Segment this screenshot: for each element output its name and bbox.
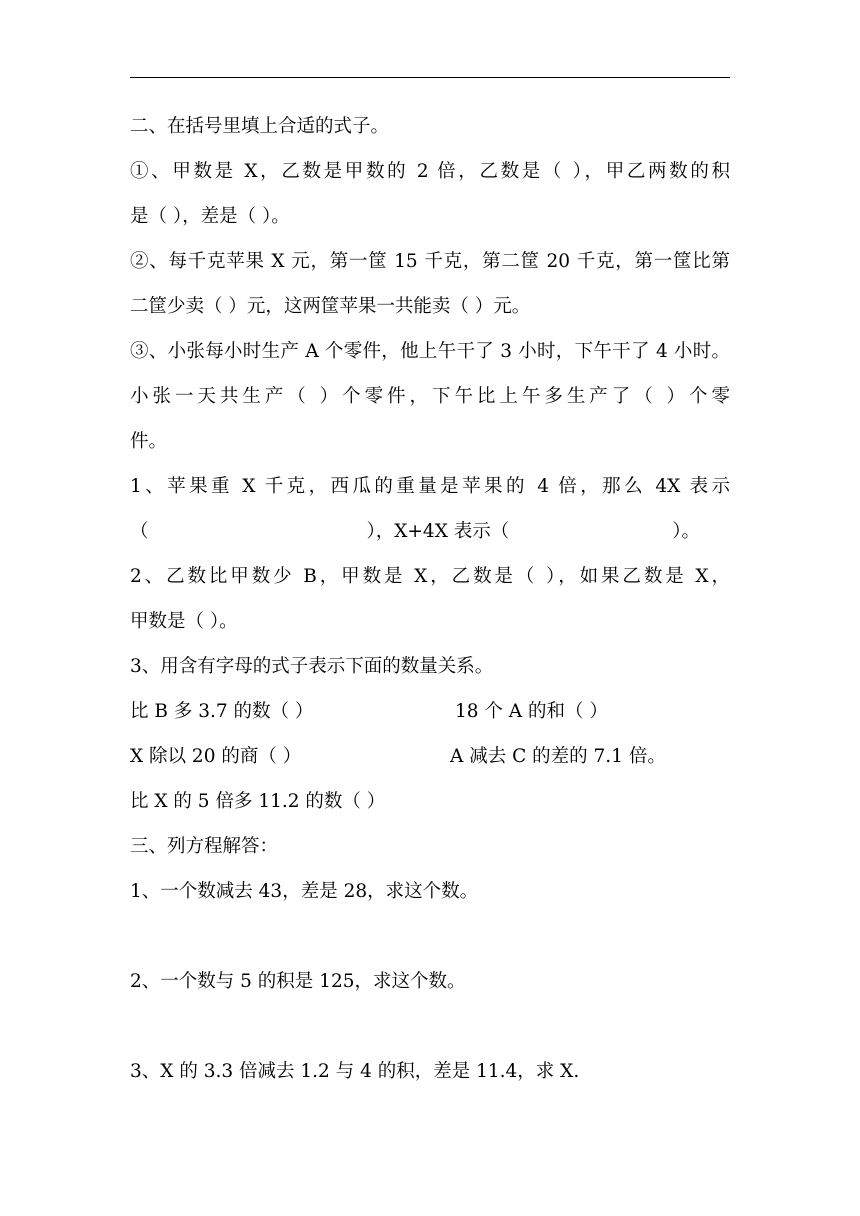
p1-mid-text: ），X+4X 表示（ [366, 521, 510, 542]
p1-open-paren: （ [130, 521, 149, 542]
section2-heading: 二、在括号里填上合适的式子。 [130, 116, 390, 137]
equation-1: 1、一个数减去 43，差是 28，求这个数。 [130, 881, 479, 902]
q1-line1: ①、甲数是 X，乙数是甲数的 2 倍，乙数是（ ），甲乙两数的积 [130, 161, 730, 182]
q3-line1: ③、小张每小时生产 A 个零件，他上午干了 3 小时，下午干了 4 小时。 [130, 341, 730, 362]
p3-item-1: 比 B 多 3.7 的数（ ） [130, 701, 314, 722]
p1-close-paren: ）。 [672, 521, 701, 542]
p3-item-4: A 减去 C 的差的 7.1 倍。 [450, 746, 666, 767]
p2-line2: 甲数是（ ）。 [130, 611, 238, 632]
p3-item-3: X 除以 20 的商（ ） [130, 746, 302, 767]
header-rule [130, 77, 730, 78]
section3-heading: 三、列方程解答： [130, 836, 279, 857]
q1-line2: 是（ ），差是（ ）。 [130, 206, 290, 227]
p2-line1: 2、乙数比甲数少 B，甲数是 X，乙数是（ ），如果乙数是 X， [130, 566, 730, 587]
q2-line2: 二筐少卖（ ）元，这两筐苹果一共能卖（ ）元。 [130, 296, 531, 317]
p1-line2 [130, 520, 730, 544]
p3-heading: 3、用含有字母的式子表示下面的数量关系。 [130, 656, 494, 677]
p3-item-5: 比 X 的 5 倍多 11.2 的数（ ） [130, 791, 386, 812]
p1-line1: 1、苹果重 X 千克，西瓜的重量是苹果的 4 倍，那么 4X 表示 [130, 476, 730, 497]
q3-line2: 小张一天共生产（ ）个零件，下午比上午多生产了（ ）个零 [130, 386, 730, 407]
q3-line3: 件。 [130, 431, 168, 452]
q2-line1: ②、每千克苹果 X 元，第一筐 15 千克，第二筐 20 千克，第一筐比第 [130, 251, 730, 272]
p3-item-2: 18 个 A 的和（ ） [455, 701, 608, 722]
equation-2: 2、一个数与 5 的积是 125，求这个数。 [130, 971, 466, 992]
equation-3: 3、X 的 3.3 倍减去 1.2 与 4 的积，差是 11.4，求 X. [130, 1061, 580, 1082]
